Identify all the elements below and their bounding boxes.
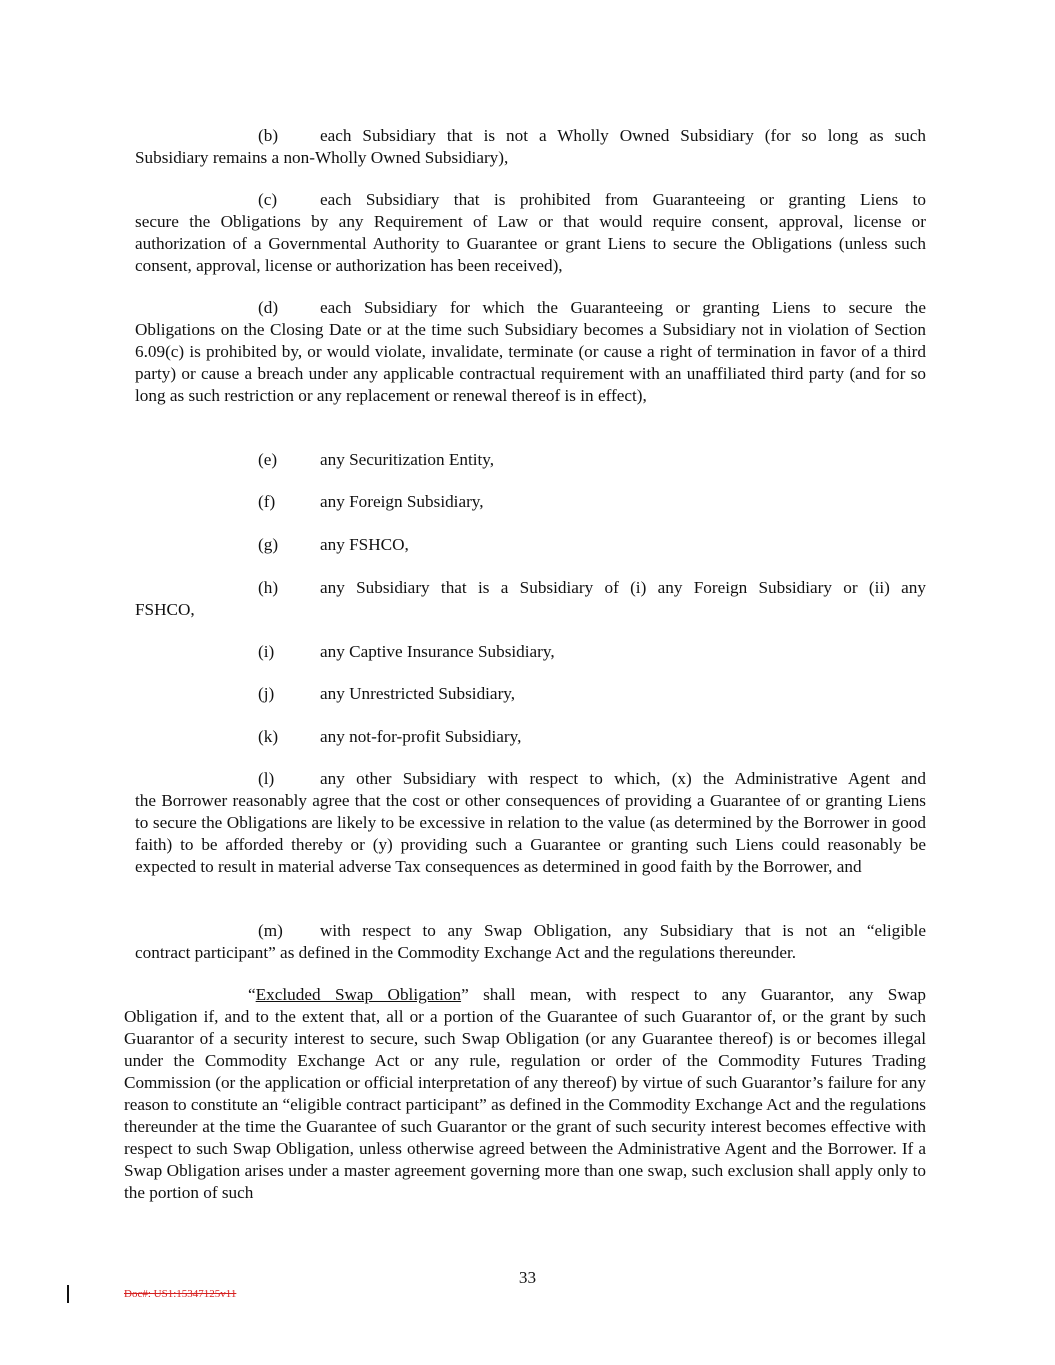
clause-text: contract participant” as defined in the Commodity Exchange Act and the regulations thereunder. — [135, 943, 797, 962]
clause-text: the Borrower reasonably agree that the cost or other consequences of providing a Guarantee of or granting Liens to secure the Obligations are likely to be excessive in relation to the value (as determined by the Borrower in good faith) to be afforded thereby or (y) providing such a Guarantee or granting such Liens could reasonably be expected to result in material adverse Tax consequences as determined in good faith by the Borrower, and — [135, 791, 926, 876]
clause-i — [258, 641, 555, 663]
clause-h — [135, 577, 926, 621]
clause-g — [258, 534, 409, 556]
definition-text: Obligation if, and to the extent that, all or a portion of the Guarantee of such Guarantor of, or the grant by such Guarantor of a security interest to secure, such Swap Obligation (or any Guarantee thereof) is or becomes illegal under the Commodity Exchange Act or any rule, regulation or order of the Commodity Futures Trading Commission (or the application or official interpretation of any thereof) by virtue of such Guarantor’s failure for any reason to constitute an “eligible contract participant” as defined in the Commodity Exchange Act and the regulations thereunder at the time the Guarantee of such Guarantor or the grant of such security interest becomes effective with respect to such Swap Obligation, unless otherwise agreed between the Administrative Agent and the Borrower. If a Swap Obligation arises under a master agreement governing more than one swap, such exclusion shall apply only to the portion of such — [124, 1007, 926, 1202]
clause-label: (m) — [258, 921, 283, 940]
clause-label: (i) — [258, 642, 275, 661]
clause-j — [258, 683, 515, 705]
clause-text: any Subsidiary that is a Subsidiary of (i) any Foreign Subsidiary or (ii) any — [320, 578, 926, 597]
clause-text: Obligations on the Closing Date or at the time such Subsidiary becomes a Subsidiary not in violation of Section 6.09(c) is prohibited by, or would violate, invalidate, terminate (or cause a right of termination in favor of a third party) or cause a breach under any applicable contractual requirement with an unaffiliated third party (and for so long as such restriction or any replacement or renewal thereof is in effect), — [135, 320, 926, 405]
definition-text: ” shall mean, with respect to any Guarantor, any Swap — [461, 985, 926, 1004]
clause-label: (h) — [258, 578, 279, 597]
clause-label: (k) — [258, 727, 279, 746]
clause-l — [135, 768, 926, 878]
document-id: Doc#: US1:15347125v11 — [124, 1288, 237, 1300]
clause-b — [135, 125, 926, 169]
clause-text: each Subsidiary that is not a Wholly Owned Subsidiary (for so long as such — [320, 126, 926, 145]
clause-label: (c) — [258, 190, 278, 209]
definition-excluded-swap-obligation — [124, 984, 926, 1204]
clause-text: any Securitization Entity, — [320, 450, 495, 469]
clause-text: any Foreign Subsidiary, — [320, 492, 484, 511]
clause-text: any Unrestricted Subsidiary, — [320, 684, 516, 703]
clause-m — [135, 920, 926, 964]
clause-text: FSHCO, — [135, 600, 195, 619]
defined-term: Excluded Swap Obligation — [255, 985, 462, 1004]
clause-label: (b) — [258, 126, 279, 145]
clause-text: any not-for-profit Subsidiary, — [320, 727, 522, 746]
clause-label: (f) — [258, 492, 276, 511]
clause-text: any other Subsidiary with respect to which, (x) the Administrative Agent and — [320, 769, 926, 788]
clause-e — [258, 449, 494, 471]
change-bar — [67, 1285, 69, 1303]
clause-label: (l) — [258, 769, 275, 788]
clause-label: (g) — [258, 535, 279, 554]
clause-f — [258, 491, 484, 513]
clause-d — [135, 297, 926, 407]
open-quote: “ — [248, 985, 256, 1004]
clause-text: Subsidiary remains a non-Wholly Owned Subsidiary), — [135, 148, 509, 167]
clause-text: with respect to any Swap Obligation, any Subsidiary that is not an “eligible — [320, 921, 926, 940]
clause-text: any Captive Insurance Subsidiary, — [320, 642, 555, 661]
clause-text: each Subsidiary that is prohibited from Guaranteeing or granting Liens to — [320, 190, 926, 209]
clause-label: (d) — [258, 298, 279, 317]
clause-k — [258, 726, 521, 748]
page-number: 33 — [518, 1268, 537, 1287]
clause-text: any FSHCO, — [320, 535, 409, 554]
clause-text: each Subsidiary for which the Guaranteeing or granting Liens to secure the — [320, 298, 926, 317]
clause-label: (j) — [258, 684, 275, 703]
clause-c — [135, 189, 926, 277]
clause-label: (e) — [258, 450, 278, 469]
clause-text: secure the Obligations by any Requirement of Law or that would require consent, approval, license or authorization of a Governmental Authority to Guarantee or grant Liens to secure the Obligations (unless such consent, approval, license or authorization has been received), — [135, 212, 926, 275]
